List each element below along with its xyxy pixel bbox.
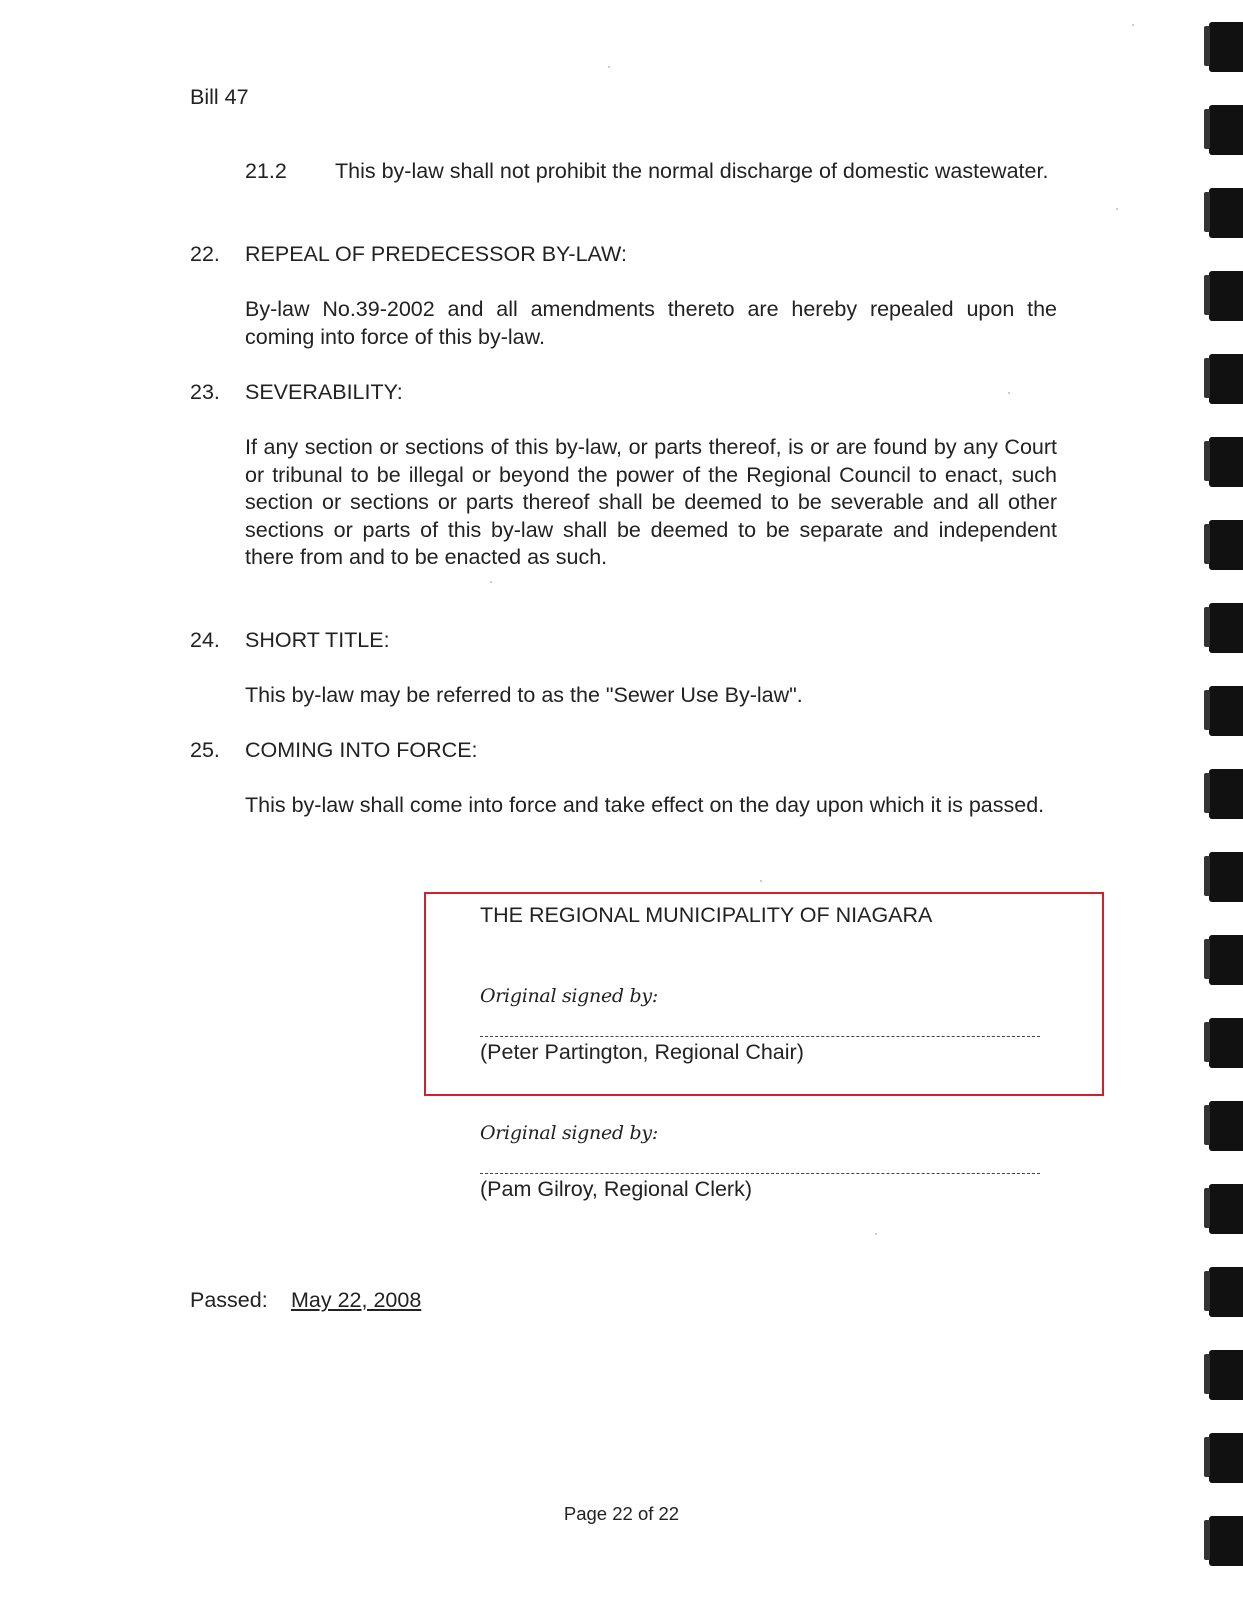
- binding-ring: [1209, 686, 1243, 736]
- binding-ring: [1209, 769, 1243, 819]
- section-21-2-text: This by-law shall not prohibit the normal discharge of domestic wastewater.: [335, 159, 1049, 183]
- scan-speck: [875, 1233, 877, 1235]
- binding-ring: [1209, 1184, 1243, 1234]
- binding-ring: [1209, 105, 1243, 155]
- passed-label: Passed:: [190, 1288, 268, 1312]
- binding-ring: [1209, 1267, 1243, 1317]
- section-23-title: SEVERABILITY:: [245, 380, 403, 404]
- section-23-number: 23.: [190, 380, 220, 404]
- binding-ring: [1209, 22, 1243, 72]
- organization-name: THE REGIONAL MUNICIPALITY OF NIAGARA: [480, 903, 933, 927]
- binding-ring: [1209, 437, 1243, 487]
- section-25-number: 25.: [190, 738, 220, 762]
- section-22-number: 22.: [190, 242, 220, 266]
- signer2-signature-line: [480, 1173, 1040, 1174]
- section-22-text: By-law No.39-2002 and all amendments thereto are hereby repealed upon the coming into force of this by-law.: [245, 297, 1057, 349]
- signer2-name: (Pam Gilroy, Regional Clerk): [480, 1177, 753, 1201]
- binding-ring: [1209, 1516, 1243, 1566]
- signer2-note: Original signed by:: [480, 1122, 658, 1144]
- section-24-title: SHORT TITLE:: [245, 628, 390, 652]
- page-number: Page 22 of 22: [563, 1503, 680, 1524]
- passed-date: May 22, 2008: [291, 1288, 422, 1312]
- binding-ring: [1209, 188, 1243, 238]
- scan-speck: [1116, 208, 1118, 210]
- section-24-number: 24.: [190, 628, 220, 652]
- signer1-name: (Peter Partington, Regional Chair): [480, 1040, 804, 1064]
- binding-ring: [1209, 354, 1243, 404]
- section-22-title: REPEAL OF PREDECESSOR BY-LAW:: [245, 242, 627, 266]
- signer1-note: Original signed by:: [480, 985, 658, 1007]
- scan-speck: [760, 880, 762, 882]
- section-23-text: If any section or sections of this by-law, or parts thereof, is or are found by any Court or tribunal to be illegal or beyond the power of the Regional Council to enact, such section or sections or parts thereof shall be deemed to be severable and all other sections or parts of this by-law shall be deemed to be separate and independent there from and to be enacted as such.: [245, 435, 1057, 569]
- scan-speck: [608, 66, 610, 68]
- scan-speck: [1132, 24, 1134, 26]
- scan-speck: [490, 581, 492, 583]
- signer1-signature-line: [480, 1036, 1040, 1037]
- section-25-title: COMING INTO FORCE:: [245, 738, 478, 762]
- binding-ring: [1209, 1350, 1243, 1400]
- scan-speck: [1008, 392, 1010, 394]
- section-24-text: This by-law may be referred to as the "Sewer Use By-law".: [245, 683, 803, 707]
- section-25-text: This by-law shall come into force and take effect on the day upon which it is passed.: [245, 793, 1045, 817]
- binding-ring: [1209, 852, 1243, 902]
- spiral-binding: [1205, 0, 1243, 1600]
- binding-ring: [1209, 1018, 1243, 1068]
- binding-ring: [1209, 935, 1243, 985]
- binding-ring: [1209, 603, 1243, 653]
- binding-ring: [1209, 1101, 1243, 1151]
- binding-ring: [1209, 520, 1243, 570]
- binding-ring: [1209, 1433, 1243, 1483]
- section-21-2-number: 21.2: [245, 159, 287, 183]
- bill-number: Bill 47: [190, 85, 249, 109]
- binding-ring: [1209, 271, 1243, 321]
